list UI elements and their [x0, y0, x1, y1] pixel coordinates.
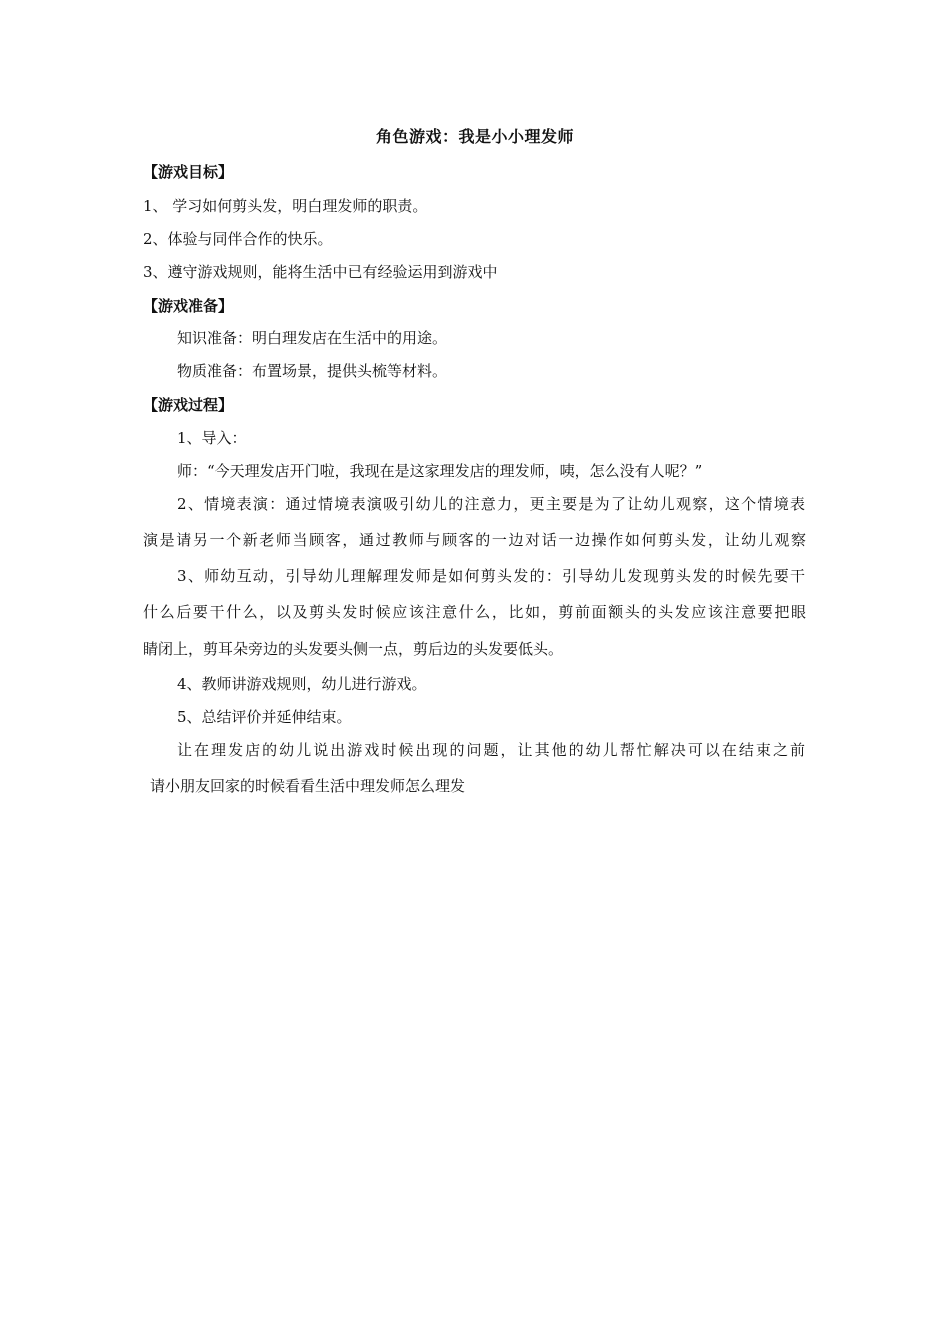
preparation-item: 知识准备：明白理发店在生活中的用途。: [177, 329, 448, 347]
process-line: 3、师幼互动，引导幼儿理解理发师是如何剪头发的：引导幼儿发现剪头发的时候先要干: [177, 567, 805, 585]
process-line: 2、情境表演：通过情境表演吸引幼儿的注意力，更主要是为了让幼儿观察，这个情境表: [177, 495, 805, 513]
goal-item: 3、遵守游戏规则，能将生活中已有经验运用到游戏中: [143, 263, 498, 281]
section-heading-process: 【游戏过程】: [143, 396, 234, 414]
process-line: 演是请另一个新老师当顾客，通过教师与顾客的一边对话一边操作如何剪头发，让幼儿观察: [143, 531, 806, 549]
process-line: 睛闭上，剪耳朵旁边的头发要头侧一点，剪后边的头发要低头。: [143, 640, 564, 658]
process-line: 请小朋友回家的时候看看生活中理发师怎么理发: [150, 777, 466, 795]
preparation-item: 物质准备：布置场景，提供头梳等材料。: [177, 362, 448, 380]
document-title: 角色游戏：我是小小理发师: [375, 127, 574, 146]
section-heading-preparation: 【游戏准备】: [143, 297, 234, 315]
process-line: 1、导入：: [177, 429, 247, 447]
process-line: 什么后要干什么，以及剪头发时候应该注意什么，比如，剪前面额头的头发应该注意要把眼: [143, 603, 806, 621]
process-line: 让在理发店的幼儿说出游戏时候出现的问题，让其他的幼儿帮忙解决可以在结束之前: [177, 741, 805, 759]
section-heading-goals: 【游戏目标】: [143, 163, 234, 181]
process-line: 师：“今天理发店开门啦，我现在是这家理发店的理发师，咦，怎么没有人呢？”: [177, 462, 703, 480]
goal-item: 1、 学习如何剪头发，明白理发师的职责。: [143, 197, 428, 215]
process-line: 5、总结评价并延伸结束。: [177, 708, 352, 726]
process-line: 4、教师讲游戏规则，幼儿进行游戏。: [177, 675, 427, 693]
goal-item: 2、体验与同伴合作的快乐。: [143, 230, 333, 248]
